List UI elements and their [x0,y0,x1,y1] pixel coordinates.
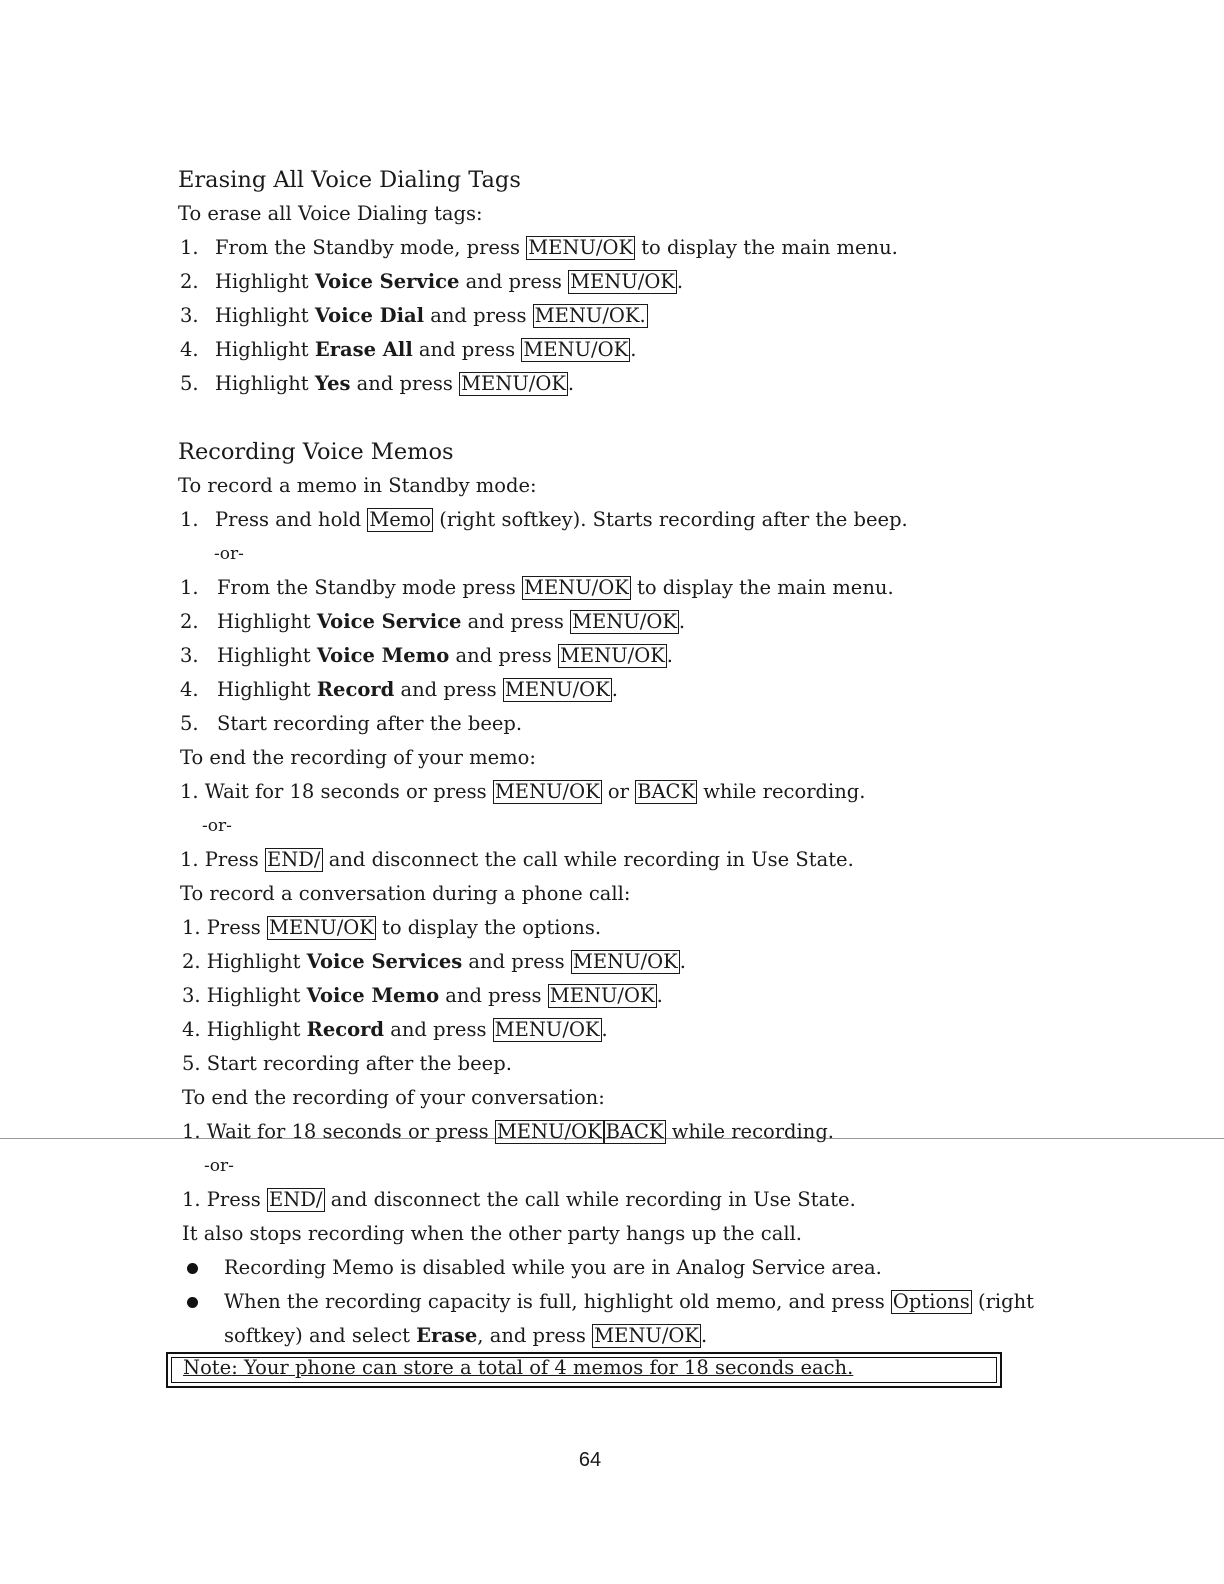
menu-ok-key: MENU/OK [528,236,634,259]
text-fragment: . [676,270,684,293]
bold-menu-item: Erase [416,1324,478,1347]
conversation-intro: To record a conversation during a phone call: [180,882,631,905]
bullet-icon [187,1263,198,1274]
text-fragment: and press [459,270,569,293]
menu-ok-key: MENU/OK [504,678,610,701]
menu-ok-key: MENU/OK [523,338,629,361]
or-separator: -or- [204,1156,234,1176]
memo-intro: To record a memo in Standby mode: [178,474,537,497]
text-fragment: 1. Wait for 18 seconds or press [182,1120,495,1143]
text-fragment: Highlight [215,270,315,293]
text-fragment: 1. Press [182,916,267,939]
memo-press-hold [180,508,908,532]
conv-end-intro: To end the recording of your conversation: [182,1086,605,1109]
step-number: 4. [180,678,199,701]
menu-ok-key: MENU/OK [570,270,675,293]
bold-menu-item: Erase All [314,338,413,361]
text-fragment: and press [439,984,548,1007]
step-number: 5. [180,372,199,395]
conv-step-5 [182,1052,512,1076]
step-number: 3. [180,304,199,327]
text-fragment: and press [350,372,460,395]
section-heading-erasing: Erasing All Voice Dialing Tags [178,167,521,193]
text-fragment: Note [183,1356,232,1379]
end-key: END/ [267,848,321,871]
text-fragment: and disconnect the call while recording in Use State. [322,848,854,871]
back-key: BACK [637,780,696,803]
bold-menu-item: Voice Service [314,270,460,293]
bold-menu-item: Voice Memo [306,984,440,1007]
text-fragment: or [601,780,636,803]
memo-step-3 [180,644,673,668]
text-fragment: and press [424,304,533,327]
conv-end-alt-step [182,1188,856,1212]
text-fragment: (right [971,1290,1035,1313]
bullet-capacity [224,1290,1034,1314]
erase-intro: To erase all Voice Dialing tags: [178,202,483,225]
text-fragment: : Your phone can store a total of 4 memos for 18 seconds each. [231,1356,854,1379]
memo-step-1 [180,576,894,600]
bold-menu-item: Record [306,1018,385,1041]
text-fragment: From the Standby mode press [217,576,522,599]
conv-step-4 [182,1018,608,1042]
bullet-analog: Recording Memo is disabled while you are in Analog Service area. [224,1256,882,1279]
menu-ok-key: MENU/OK. [534,304,646,327]
end-memo-alt-step [180,848,854,872]
text-fragment: 3. Highlight [182,984,307,1007]
text-fragment: . [679,950,686,973]
menu-ok-key: MENU/OK [496,1120,602,1143]
note-label [183,1356,853,1379]
erase-step-2 [180,270,683,294]
step-number: 2. [180,270,199,293]
text-fragment: . [678,610,686,633]
text-fragment: Highlight [215,372,315,395]
text-fragment: . [601,1018,608,1041]
bold-menu-item: Voice Dial [314,304,425,327]
menu-ok-key: MENU/OK [494,1018,600,1041]
erase-step-1 [180,236,898,260]
or-separator: -or- [202,816,232,836]
text-fragment: , and press [477,1324,593,1347]
menu-ok-key: MENU/OK [594,1324,699,1347]
note-text [183,1356,853,1380]
text-fragment: Highlight [217,644,317,667]
text-fragment: 5. Start recording after the beep. [182,1052,512,1075]
note-box [166,1352,1002,1388]
conv-end-step [182,1120,834,1144]
bold-menu-item: Voice Services [306,950,463,973]
step-number: 3. [180,644,199,667]
erase-step-5 [180,372,574,396]
page-number: 64 [578,1449,602,1471]
step-number: 1. [180,508,199,531]
text-fragment: to display the options. [375,916,602,939]
step-number: 4. [180,338,199,361]
step-number: 1. [180,576,199,599]
text-fragment: 2. Highlight [182,950,307,973]
end-key: END/ [269,1188,323,1211]
text-fragment: 1. Press [182,1188,267,1211]
text-fragment: and press [449,644,558,667]
text-fragment: and press [462,950,571,973]
text-fragment: 4. Highlight [182,1018,307,1041]
memo-step-2 [180,610,685,634]
text-fragment: Start recording after the beep. [217,712,523,735]
text-fragment: . [656,984,663,1007]
end-memo-intro: To end the recording of your memo: [180,746,536,769]
text-fragment: . [630,338,637,361]
text-fragment: From the Standby mode, press [215,236,527,259]
conv-step-3 [182,984,663,1008]
text-fragment: to display the main menu. [635,236,898,259]
text-fragment: Highlight [215,338,315,361]
memo-softkey: Memo [369,508,432,531]
text-fragment: Highlight [217,610,317,633]
text-fragment: . [567,372,575,395]
text-fragment: . [666,644,673,667]
bullet-capacity-cont [224,1324,707,1348]
text-fragment: while recording. [697,780,866,803]
text-fragment: and press [461,610,571,633]
bold-menu-item: Record [316,678,395,701]
text-fragment: to display the main menu. [630,576,894,599]
bold-menu-item: Voice Service [316,610,462,633]
text-fragment: (right softkey). Starts recording after the beep. [433,508,908,531]
also-stops-text: It also stops recording when the other party hangs up the call. [182,1222,803,1245]
menu-ok-key: MENU/OK [572,950,678,973]
or-separator: -or- [214,544,244,564]
menu-ok-key: MENU/OK [572,610,677,633]
text-fragment: 1. Press [180,848,265,871]
step-number: 5. [180,712,199,735]
text-fragment: softkey) and select [224,1324,417,1347]
text-fragment: Highlight [217,678,317,701]
menu-ok-key: MENU/OK [494,780,600,803]
bold-menu-item: Yes [314,372,351,395]
back-key: BACK [605,1120,664,1143]
step-number: 1. [180,236,199,259]
text-fragment: Highlight [215,304,315,327]
bullet-icon [187,1297,198,1308]
text-fragment: while recording. [665,1120,835,1143]
text-fragment: . [611,678,618,701]
bold-menu-item: Voice Memo [316,644,450,667]
menu-ok-key: MENU/OK [523,576,629,599]
erase-step-3 [180,304,648,328]
text-fragment: and press [394,678,503,701]
step-number: 2. [180,610,199,633]
options-softkey: Options [892,1290,970,1313]
menu-ok-key: MENU/OK [461,372,566,395]
memo-step-5 [180,712,522,736]
menu-ok-key: MENU/OK [269,916,374,939]
text-fragment: and disconnect the call while recording in Use State. [324,1188,856,1211]
end-memo-step [180,780,865,804]
text-fragment: 1. Wait for 18 seconds or press [180,780,493,803]
section-heading-recording: Recording Voice Memos [178,439,454,465]
text-fragment: When the recording capacity is full, highlight old memo, and press [224,1290,891,1313]
memo-step-4 [180,678,618,702]
text-fragment: and press [412,338,522,361]
text-fragment: . [700,1324,708,1347]
erase-step-4 [180,338,636,362]
conv-step-2 [182,950,686,974]
menu-ok-key: MENU/OK [549,984,655,1007]
text-fragment: Press and hold [215,508,368,531]
text-fragment: and press [384,1018,493,1041]
menu-ok-key: MENU/OK [559,644,665,667]
conv-step-1 [182,916,601,940]
